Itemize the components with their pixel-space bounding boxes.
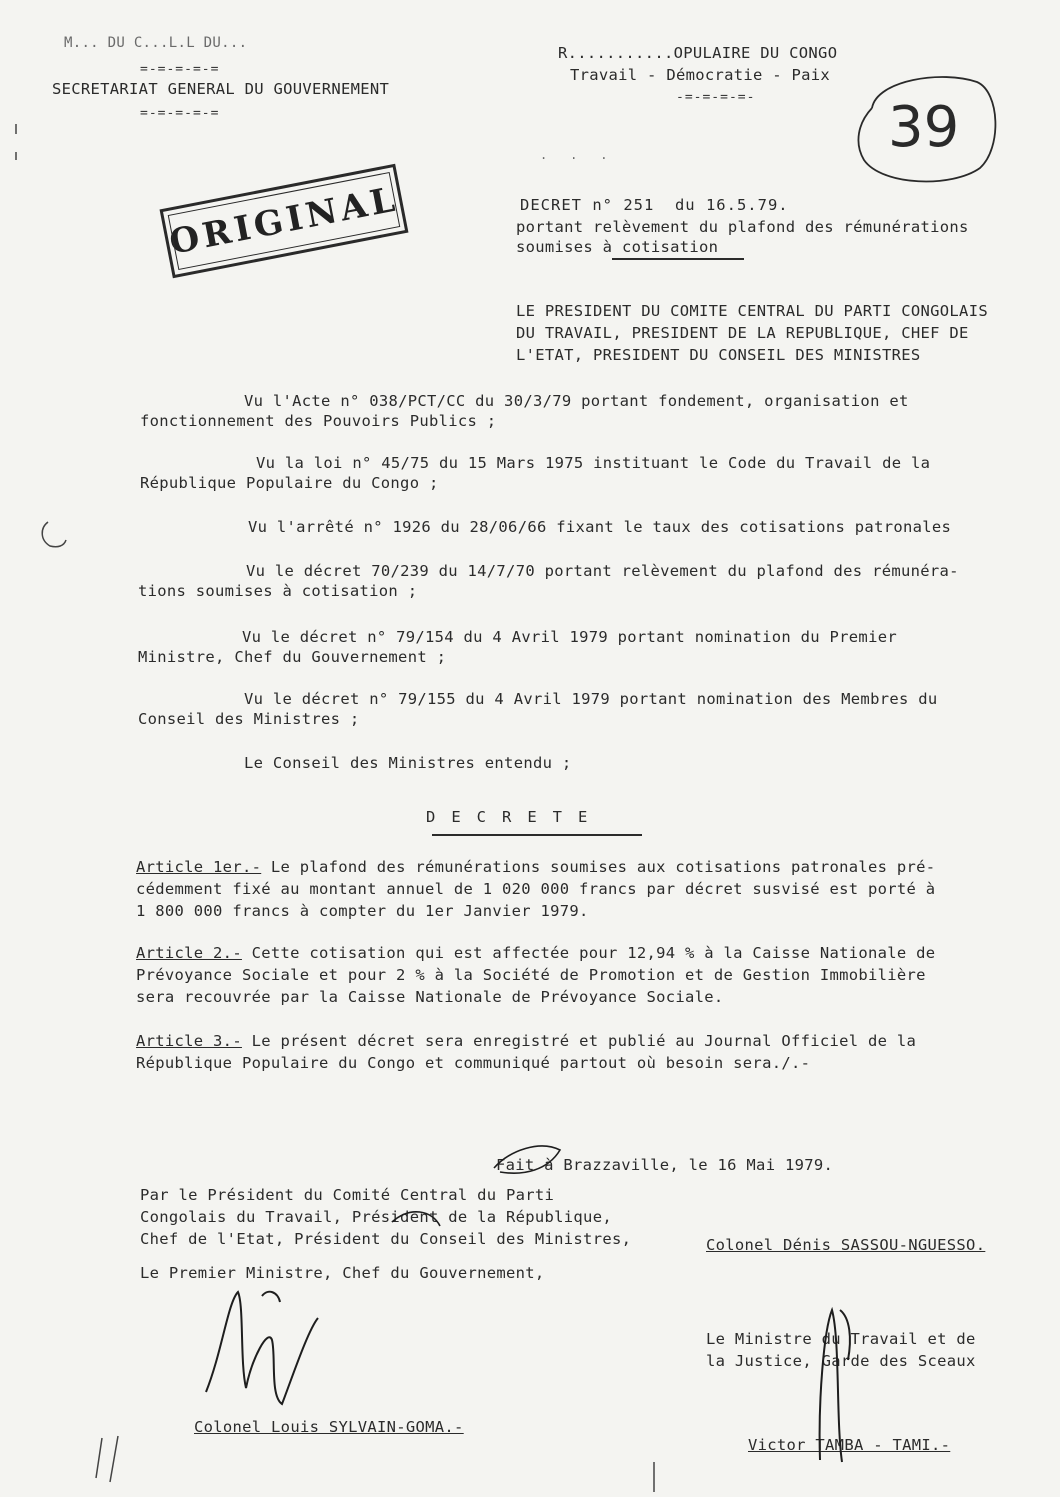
article-1-line-1: Le plafond des rémunérations soumises aux cotisations patronales pré- [261, 858, 936, 876]
header-right-divider: -=-=-=-=- [676, 90, 756, 105]
president-name: Colonel Dénis SASSOU-NGUESSO. [706, 1236, 986, 1254]
decree-subtitle-line-2: soumises à cotisation [516, 238, 719, 256]
prime-minister-name: Colonel Louis SYLVAIN-GOMA.- [194, 1418, 464, 1436]
prime-minister-signature [206, 1292, 318, 1404]
article-1-label: Article 1er.- [136, 858, 262, 876]
article-3-line-1: Le présent décret sera enregistré et publié au Journal Officiel de la [241, 1032, 917, 1050]
secretariat-header: SECRETARIAT GENERAL DU GOUVERNEMENT [52, 80, 390, 98]
by-president-line-3: Chef de l'Etat, Président du Conseil des Ministres, [140, 1230, 632, 1248]
article-2-line-2: Prévoyance Sociale et pour 2 % à la Société de Promotion et de Gestion Immobilière [136, 966, 926, 984]
decree-title: DECRET n° 251 du 16.5.79. [520, 196, 789, 214]
visa-7-line-1: Le Conseil des Ministres entendu ; [244, 754, 572, 772]
by-president-line-2: Congolais du Travail, Président de la République, [140, 1208, 612, 1226]
visa-4-line-2: tions soumises à cotisation ; [138, 582, 418, 600]
prime-minister-title: Le Premier Ministre, Chef du Gouvernement, [140, 1264, 545, 1282]
visa-5-line-2: Ministre, Chef du Gouvernement ; [138, 648, 447, 666]
president-formula-line-1: LE PRESIDENT DU COMITE CENTRAL DU PARTI CONGOLAIS [516, 302, 988, 320]
article-1-line-3: 1 800 000 francs à compter du 1er Janvier 1979. [136, 902, 589, 920]
visa-1-line-2: fonctionnement des Pouvoirs Publics ; [140, 412, 497, 430]
visa-6-line-1: Vu le décret n° 79/155 du 4 Avril 1979 portant nomination des Membres du [244, 690, 938, 708]
visa-1-line-1: Vu l'Acte n° 038/PCT/CC du 30/3/79 portant fondement, organisation et [244, 392, 909, 410]
visa-6-line-2: Conseil des Ministres ; [138, 710, 360, 728]
article-3-line-2: République Populaire du Congo et communiqué partout où besoin sera./.- [136, 1054, 811, 1072]
header-left-divider-2: =-=-=-=-= [140, 106, 220, 121]
decrete-heading: DECRETE [426, 808, 604, 826]
margin-marks [16, 124, 654, 1492]
visa-2-line-1: Vu la loi n° 45/75 du 15 Mars 1975 instituant le Code du Travail de la [256, 454, 931, 472]
original-stamp-text: ORIGINAL [166, 179, 402, 263]
republic-motto: Travail - Démocratie - Paix [570, 66, 831, 84]
minister-title-line-2: la Justice, Garde des Sceaux [706, 1352, 976, 1370]
visa-5-line-1: Vu le décret n° 79/154 du 4 Avril 1979 portant nomination du Premier [242, 628, 897, 646]
article-1-line-2: cédemment fixé au montant annuel de 1 020 000 francs par décret susvisé est porté à [136, 880, 936, 898]
minister-name: Victor TAMBA - TAMI.- [748, 1436, 951, 1454]
visa-4-line-1: Vu le décret 70/239 du 14/7/70 portant relèvement du plafond des rémunéra- [246, 562, 959, 580]
header-left-divider-1: =-=-=-=-= [140, 62, 220, 77]
visa-2-line-2: République Populaire du Congo ; [140, 474, 439, 492]
article-2-label: Article 2.- [136, 944, 242, 962]
president-formula-line-3: L'ETAT, PRESIDENT DU CONSEIL DES MINISTRES [516, 346, 921, 364]
president-signature [392, 1146, 560, 1226]
visa-3-line-1: Vu l'arrêté n° 1926 du 28/06/66 fixant le taux des cotisations patronales [248, 518, 952, 536]
article-3-label: Article 3.- [136, 1032, 242, 1050]
article-2-line-3: sera recouvrée par la Caisse Nationale de Prévoyance Sociale. [136, 988, 724, 1006]
minister-signature [820, 1310, 850, 1462]
president-formula-line-2: DU TRAVAIL, PRESIDENT DE LA REPUBLIQUE, CHEF DE [516, 324, 969, 342]
place-and-date: Fait à Brazzaville, le 16 Mai 1979. [496, 1156, 834, 1174]
minister-title-line-1: Le Ministre du Travail et de [706, 1330, 976, 1348]
ministry-header: M... DU C...L.L DU... [64, 35, 248, 51]
article-2-line-1: Cette cotisation qui est affectée pour 12,94 % à la Caisse Nationale de [241, 944, 936, 962]
republic-header: R...........OPULAIRE DU CONGO [558, 44, 838, 62]
header-small-marks: . . . [540, 148, 608, 162]
page-number: 39 [888, 95, 960, 160]
decree-subtitle-line-1: portant relèvement du plafond des rémunérations [516, 218, 969, 236]
by-president-line-1: Par le Président du Comité Central du Parti [140, 1186, 555, 1204]
